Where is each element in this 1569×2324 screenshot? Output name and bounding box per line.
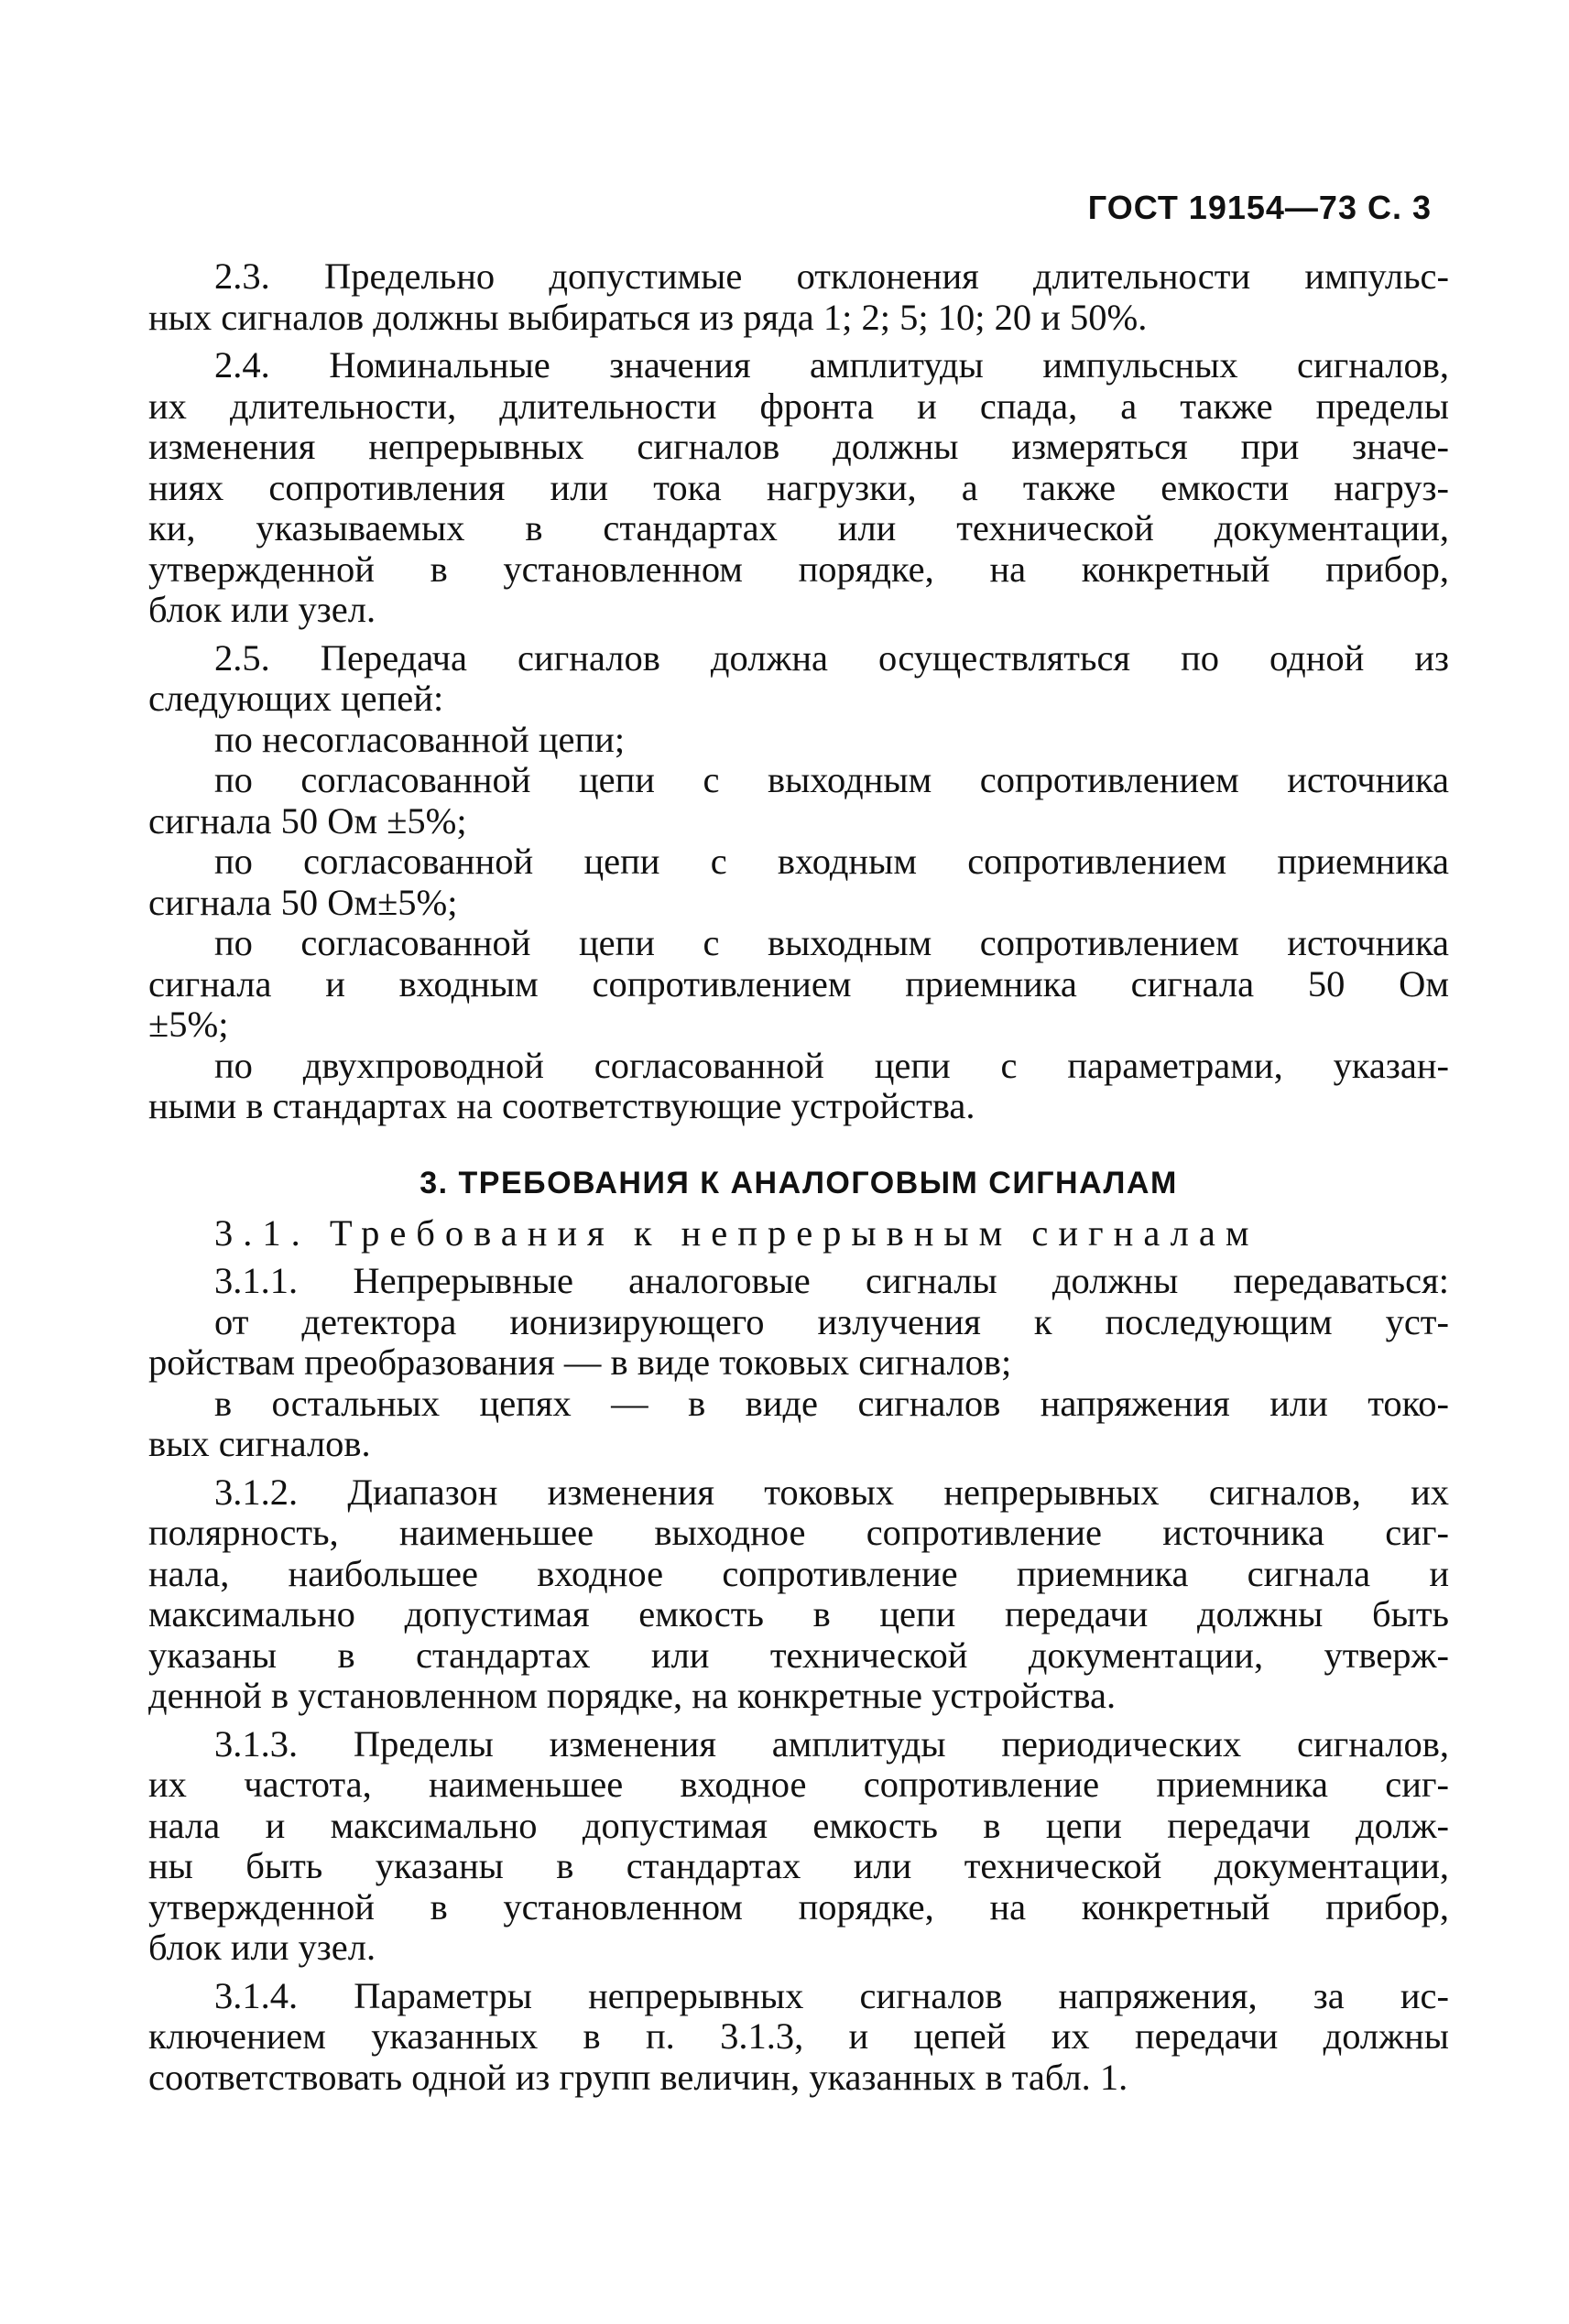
paragraph-3-1-4 [148,1976,1449,2099]
paragraph-2-3 [148,256,1449,338]
text-line: соответствовать одной из групп величин, указанных в табл. 1. [148,2056,1128,2098]
text-line: ных сигналов должны выбираться из ряда 1; 2; 5; 10; 20 и 50%. [148,296,1148,338]
paragraph-3-1-1 [148,1261,1449,1465]
text-line: 3.1.2. Диапазон изменения токовых непрерывных сигналов, их [214,1471,1449,1513]
text-line: следующих цепей: [148,678,444,719]
paragraph-2-4 [148,345,1449,631]
list-item: по согласованной цепи с выходным сопротивлением источника [214,922,1449,963]
text-line: максимально допустимая емкость в цепи передачи должны быть [148,1593,1449,1634]
text-line: 2.4. Номинальные значения амплитуды импульсных сигналов, [214,344,1449,386]
text-line: ниях сопротивления или тока нагрузки, а также емкости нагруз- [148,466,1449,508]
text-line: блок или узел. [148,589,376,630]
text-line: указаны в стандартах или технической документации, утверж- [148,1634,1449,1676]
text-line: ки, указываемых в стандартах или технической документации, [148,507,1449,548]
text-line: ны быть указаны в стандартах или технической документации, [148,1845,1449,1886]
list-item: от детектора ионизирующего излучения к последующим уст- [214,1300,1449,1342]
text-line: 2.3. Предельно допустимые отклонения длительности импульс- [214,255,1449,297]
text-line: ±5%; [148,1004,229,1045]
subsection-title: 3.1. Требования к непрерывным сигналам [214,1211,1259,1254]
text-line: нала и максимально допустимая емкость в цепи передачи долж- [148,1804,1449,1846]
text-line: изменения непрерывных сигналов должны измеряться при значе- [148,426,1449,467]
paragraph-3-1-2 [148,1472,1449,1717]
document-body [148,256,1449,2098]
text-line: утвержденной в установленном порядке, на конкретный прибор, [148,1885,1449,1928]
list-item: по двухпроводной согласованной цепи с параметрами, указан- [214,1044,1449,1086]
text-line: 3.1.3. Пределы изменения амплитуды периодических сигналов, [214,1722,1449,1765]
text-line: сигнала и входным сопротивлением приемника сигнала 50 Ом [148,962,1449,1005]
paragraph-2-5 [148,638,1449,1127]
text-line: 3.1.1. Непрерывные аналоговые сигналы должны передаваться: [214,1260,1449,1301]
section-title: 3. ТРЕБОВАНИЯ К АНАЛОГОВЫМ СИГНАЛАМ [419,1165,1178,1200]
text-line: полярность, наименьшее выходное сопротивление источника сиг- [148,1512,1449,1553]
paragraph-3-1-3 [148,1724,1449,1969]
text-line: вых сигналов. [148,1423,371,1464]
list-item: по согласованной цепи с входным сопротивлением приемника [214,841,1449,882]
page-header: ГОСТ 19154—73 С. 3 [1087,189,1432,226]
text-line: нала, наибольшее входное сопротивление приемника сигнала и [148,1552,1449,1594]
list-item: в остальных цепях — в виде сигналов напряжения или токо- [214,1382,1449,1424]
list-item: по согласованной цепи с выходным сопротивлением источника [214,759,1449,800]
text-line: сигнала 50 Ом±5%; [148,881,458,923]
text-line: сигнала 50 Ом ±5%; [148,799,467,842]
text-line: их длительности, длительности фронта и спада, а также пределы [148,385,1449,427]
text-line: ными в стандартах на соответствующие устройства. [148,1085,975,1126]
text-line: денной в установленном порядке, на конкретные устройства. [148,1675,1117,1716]
text-line: 3.1.4. Параметры непрерывных сигналов напряжения, за ис- [214,1974,1449,2016]
text-line: их частота, наименьшее входное сопротивление приемника сиг- [148,1764,1449,1805]
text-line: блок или узел. [148,1927,376,1968]
list-item: по несогласованной цепи; [214,718,626,760]
text-line: ключением указанных в п. 3.1.3, и цепей их передачи должны [148,2015,1449,2057]
text-line: утвержденной в установленном порядке, на конкретный прибор, [148,548,1449,590]
text-line: ройствам преобразования — в виде токовых сигналов; [148,1341,1012,1383]
text-line: 2.5. Передача сигналов должна осуществляться по одной из [214,636,1449,679]
